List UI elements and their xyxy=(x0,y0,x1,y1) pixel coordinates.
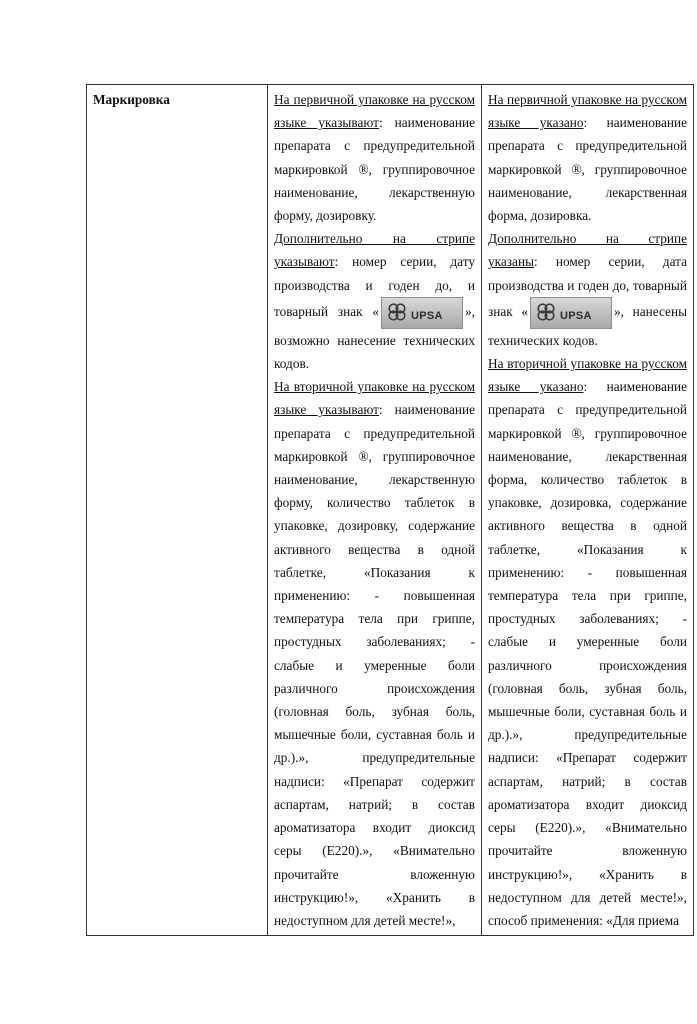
upsa-logo-text: UPSA xyxy=(560,309,592,322)
secondary-packaging-text: : наименование препарата с предупредительной маркировкой ®, группировочное наименование, лекарственную форму, количество таблеток в упаковке, дозировку, содержание активного вещества в одной таблетке, «Показания к применению: - повышенная температура тела при гриппе, простудных заболеваниях; - слабые и умеренные боли различного происхождения (головная боль, зубная боль, мышечные боли, суставная боль и др.).», предупредительные надписи: «Препарат содержит аспартам, натрий; в состав ароматизатора входит диоксид серы (Е220).», «Внимательно прочитайте вложенную инструкцию!», «Хранить в недоступном для детей месте!», xyxy=(274,402,476,928)
primary-packaging-paragraph xyxy=(274,88,475,227)
secondary-packaging-text: : наименование препарата с предупредительной маркировкой ®, группировочное наименование, лекарственная форма, количество таблеток в упаковке, дозировка, содержание активного вещества в одной таблетке, «Показания к применению: - повышенная температура тела при гриппе, простудных заболеваниях; - слабые и умеренные боли различного происхождения (головная боль, зубная боль, мышечные боли, суставная боль и др.).», предупредительные надписи: «Препарат содержит аспартам, натрий; в состав ароматизатора входит диоксид серы (Е220).», «Внимательно прочитайте вложенную инструкцию!», «Хранить в недоступном для детей месте!», способ применения: «Для приема xyxy=(488,379,688,928)
primary-packaging-heading: На первичной упаковке на русском языке указано xyxy=(488,92,687,131)
strip-text-after-logo: », возможно нанесение технических кодов. xyxy=(274,303,475,372)
strip-heading: Дополнительно на стрипе указаны xyxy=(488,231,687,270)
table-row xyxy=(87,85,694,936)
strip-heading: Дополнительно на стрипе указывают xyxy=(274,231,475,270)
upsa-logo xyxy=(381,297,463,329)
strip-paragraph xyxy=(274,227,475,375)
strip-text-before-logo: : номер серии, дату производства и годен до, и товарный знак « xyxy=(274,254,475,319)
secondary-packaging-heading: На вторичной упаковке на русском языке указывают xyxy=(274,379,475,418)
upsa-trefoil-icon xyxy=(387,302,407,322)
row-label: Маркировка xyxy=(93,92,170,107)
strip-paragraph xyxy=(488,227,687,352)
secondary-packaging-paragraph xyxy=(274,375,475,932)
primary-packaging-text: : наименование препарата с предупредительной маркировкой ®, группировочное наименование, лекарственная форма, дозировка. xyxy=(488,115,688,224)
strip-text-before-logo: : номер серии, дата производства и годен до, товарный знак « xyxy=(488,254,687,319)
comparison-table xyxy=(86,84,694,936)
upsa-logo xyxy=(530,297,612,329)
upsa-logo-text: UPSA xyxy=(411,309,443,322)
primary-packaging-heading: На первичной упаковке на русском языке указывают xyxy=(274,92,475,131)
proposed-text-cell xyxy=(482,85,694,936)
upsa-trefoil-icon xyxy=(536,302,556,322)
primary-packaging-paragraph xyxy=(488,88,687,227)
row-label-cell xyxy=(87,85,268,936)
secondary-packaging-heading: На вторичной упаковке на русском языке указано xyxy=(488,356,687,395)
primary-packaging-text: : наименование препарата с предупредительной маркировкой ®, группировочное наименование, лекарственную форму, дозировку. xyxy=(274,115,476,224)
strip-text-after-logo: », нанесены технических кодов. xyxy=(488,303,687,348)
secondary-packaging-paragraph xyxy=(488,352,687,932)
current-text-cell xyxy=(268,85,482,936)
